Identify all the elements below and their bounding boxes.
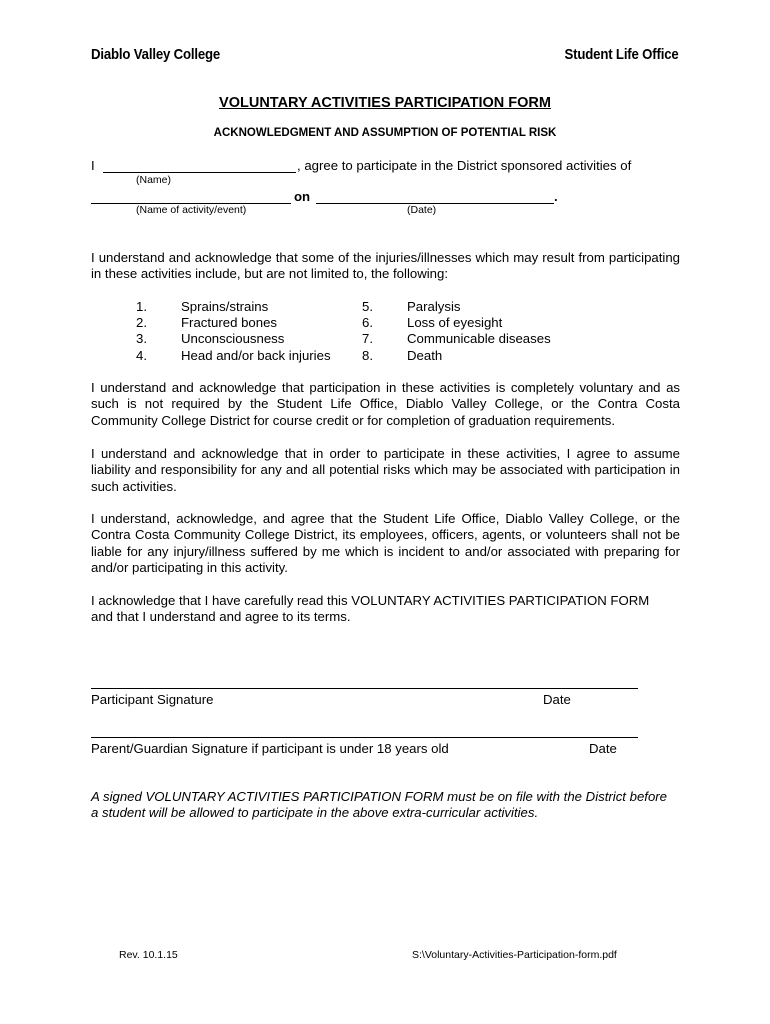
participant-signature-line[interactable]	[91, 688, 638, 689]
period-text: .	[554, 189, 558, 204]
injury-text-8: Death	[407, 348, 443, 363]
participant-signature-label: Participant Signature	[91, 692, 214, 707]
participant-date-label: Date	[543, 692, 571, 707]
injury-text-6: Loss of eyesight	[407, 315, 503, 330]
paragraph-voluntary: I understand and acknowledge that participation in these activities is completely voluntary and as such is not required by the Student Life Office, Diablo Valley College, or the Contra Costa Community College District for course credit or for completion of graduation requirements.	[91, 380, 680, 428]
injury-text-7: Communicable diseases	[407, 331, 551, 346]
injury-num-2: 2.	[136, 315, 147, 330]
college-name: Diablo Valley College	[91, 46, 221, 63]
injury-num-4: 4.	[136, 348, 147, 363]
fill-in-prefix: I	[91, 158, 95, 173]
injury-num-3: 3.	[136, 331, 147, 346]
form-title-text: VOLUNTARY ACTIVITIES PARTICIPATION FORM	[219, 95, 551, 111]
office-name: Student Life Office	[564, 46, 679, 63]
form-title	[0, 95, 770, 111]
guardian-date-label: Date	[589, 741, 617, 756]
injury-text-4: Head and/or back injuries	[181, 348, 331, 363]
form-subtitle: ACKNOWLEDGMENT AND ASSUMPTION OF POTENTIAL RISK	[213, 127, 557, 139]
injury-text-2: Fractured bones	[181, 315, 278, 330]
injury-text-3: Unconsciousness	[181, 331, 285, 346]
filing-notice: A signed VOLUNTARY ACTIVITIES PARTICIPATION FORM must be on file with the District before a student will be allowed to participate in the above extra-curricular activities.	[91, 789, 668, 821]
injury-num-7: 7.	[362, 331, 373, 346]
intro-paragraph: I understand and acknowledge that some of the injuries/illnesses which may result from participating in these activities include, but are not limited to, the following:	[91, 250, 680, 282]
guardian-signature-label: Parent/Guardian Signature if participant is under 18 years old	[91, 741, 449, 756]
injury-num-6: 6.	[362, 315, 373, 330]
paragraph-acknowledge: I acknowledge that I have carefully read this VOLUNTARY ACTIVITIES PARTICIPATION FORM and that I understand and agree to its terms.	[91, 593, 650, 625]
file-path: S:\Voluntary-Activities-Participation-form.pdf	[412, 949, 617, 961]
injury-num-1: 1.	[136, 299, 147, 314]
agree-text: , agree to participate in the District sponsored activities of	[297, 158, 632, 173]
guardian-signature-line[interactable]	[91, 737, 638, 738]
name-label: (Name)	[136, 174, 172, 186]
name-blank-line[interactable]	[103, 172, 296, 173]
activity-label: (Name of activity/event)	[136, 204, 247, 216]
on-text: on	[294, 189, 311, 204]
injury-num-8: 8.	[362, 348, 373, 363]
revision-number: Rev. 10.1.15	[119, 949, 178, 961]
paragraph-release: I understand, acknowledge, and agree that the Student Life Office, Diablo Valley College, or the Contra Costa Community College District, its employees, officers, agents, or volunteers shall not be liable for any injury/illness suffered by me which is incident to and/or associated with preparing for and/or participating in this activity.	[91, 511, 680, 575]
injury-text-1: Sprains/strains	[181, 299, 269, 314]
injury-text-5: Paralysis	[407, 299, 461, 314]
injury-num-5: 5.	[362, 299, 373, 314]
date-label: (Date)	[407, 204, 437, 216]
paragraph-liability: I understand and acknowledge that in order to participate in these activities, I agree to assume liability and responsibility for any and all potential risks which may be associated with participation in such activities.	[91, 446, 680, 494]
